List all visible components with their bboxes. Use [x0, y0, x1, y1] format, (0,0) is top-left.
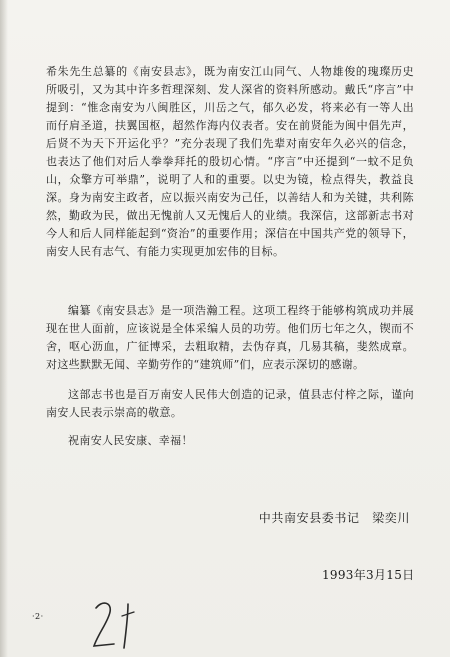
scan-shadow [0, 0, 8, 657]
closing-wish: 祝南安人民安康、幸福！ [68, 434, 193, 447]
handwritten-mark [88, 594, 158, 654]
page-number: ·2· [32, 612, 44, 621]
body-paragraph-2: 编纂《南安县志》是一项浩瀚工程。这项工程终于能够构筑成功并展现在世人面前，应该说是全体采编人员的功劳。他们历七年之久，锲而不舍，呕心沥血，广征博采，去粗取精，去伪存真，几易其稿，斐然成章。对这些默默无闻、辛勤劳作的“建筑师”们，应表示深切的感谢。 [46, 304, 414, 371]
author-signature: 中共南安县委书记 梁奕川 [258, 511, 410, 525]
signature-date: 1993年3月15日 [322, 568, 415, 582]
body-paragraph-3: 这部志书也是百万南安人民伟大创造的记录，值县志付梓之际，谨向南安人民表示崇高的敬意。 [46, 388, 414, 419]
body-paragraph-1: 希朱先生总纂的《南安县志》，既为南安江山同气、人物雄俊的瑰璨历史所吸引，又为其中许多哲理深刻、发人深省的资料所感动。戴氏“序言”中提到：“惟念南安为八闽胜区，川岳之气，郁久必发，将来必有一等人出而仔肩圣道，扶翼国枢，超然作海内仪表者。安在前贤能为闽中倡先声，后贤不为天下开运化乎？”充分表现了我们先辈对南安年久必兴的信念，也表达了他们对后人拳拳拜托的殷切心情。“序言”中还提到“一蚊不足负山，众擎方可举鼎”，说明了人和的重要。以史为镜，检点得失，教益良深。身为南安主政者，应以振兴南安为己任，以善结人和为关键，共利陈然，勤政为民，做出无愧前人又无愧后人的业绩。我深信，这部新志书对今人和后人同样能起到“资治”的重要作用；深信在中国共产党的领导下，南安人民有志气、有能力实现更加宏伟的目标。 [46, 65, 414, 258]
